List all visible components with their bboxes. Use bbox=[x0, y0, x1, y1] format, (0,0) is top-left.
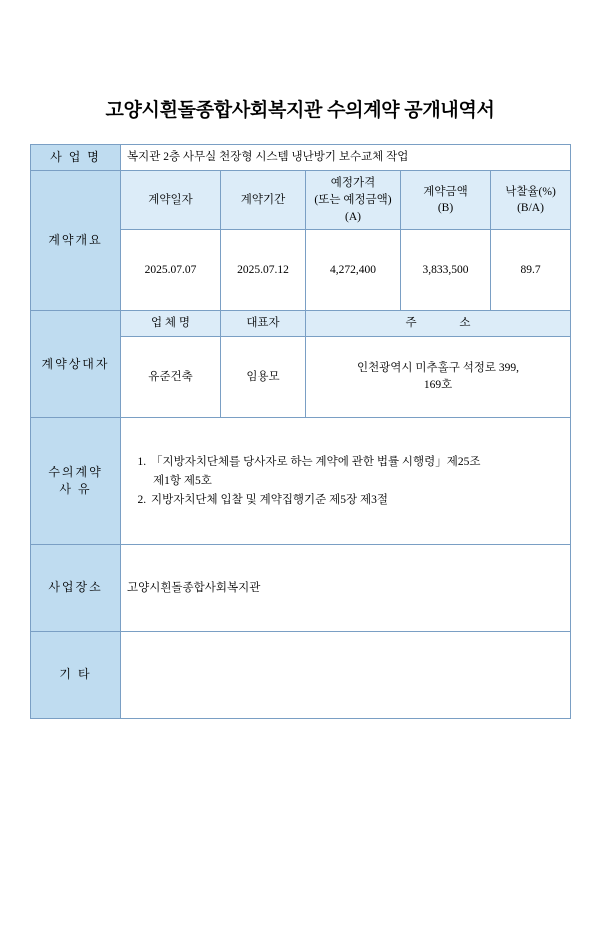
table-row-project-name bbox=[31, 145, 571, 171]
header-estimated-price-line1: 예정가격 bbox=[330, 177, 376, 190]
label-place: 사업장소 bbox=[31, 545, 121, 632]
value-contract-amount: 3,833,500 bbox=[401, 230, 491, 311]
reason-item-1-subtext: 제1항 제5호 bbox=[153, 474, 212, 487]
value-success-rate: 89.7 bbox=[491, 230, 571, 311]
reason-item-1-text: 「지방자치단체를 당사자로 하는 계약에 관한 법률 시행령」제25조 bbox=[151, 455, 481, 468]
header-contract-amount-line2: (B) bbox=[437, 202, 454, 215]
label-reason bbox=[31, 418, 121, 545]
reason-item-1 bbox=[149, 453, 564, 491]
label-reason-line1: 수의계약 bbox=[48, 464, 103, 479]
value-representative: 임용모 bbox=[221, 337, 306, 418]
header-company-name: 업 체 명 bbox=[121, 311, 221, 337]
table-row-etc bbox=[31, 632, 571, 719]
label-project-name: 사 업 명 bbox=[31, 145, 121, 171]
header-contract-date: 계약일자 bbox=[121, 171, 221, 230]
label-reason-line2: 사 유 bbox=[59, 482, 92, 497]
header-address: 주 소 bbox=[306, 311, 571, 337]
table-row-reason bbox=[31, 418, 571, 545]
value-contract-period: 2025.07.12 bbox=[221, 230, 306, 311]
table-row-place bbox=[31, 545, 571, 632]
reason-item-2-text: 지방자치단체 입찰 및 계약집행기준 제5장 제3절 bbox=[151, 493, 388, 506]
header-estimated-price-line2: (또는 예정금액) bbox=[314, 194, 392, 207]
header-contract-amount-line1: 계약금액 bbox=[423, 185, 468, 198]
header-contract-amount bbox=[401, 171, 491, 230]
label-etc: 기 타 bbox=[31, 632, 121, 719]
value-project-name: 복지관 2층 사무실 천장형 시스템 냉난방기 보수교체 작업 bbox=[121, 145, 571, 171]
reason-list bbox=[127, 453, 564, 510]
value-contract-date: 2025.07.07 bbox=[121, 230, 221, 311]
value-address-line2: 169호 bbox=[423, 379, 453, 392]
value-address bbox=[306, 337, 571, 418]
value-etc bbox=[121, 632, 571, 719]
document-page bbox=[0, 95, 600, 944]
page-title: 고양시흰돌종합사회복지관 수의계약 공개내역서 bbox=[105, 100, 495, 121]
table-row-contract-headers bbox=[31, 171, 571, 230]
value-address-line1: 인천광역시 미추홀구 석정로 399, bbox=[356, 362, 520, 375]
table-row-counterparty-headers bbox=[31, 311, 571, 337]
header-success-rate-line1: 낙찰율(%) bbox=[505, 185, 556, 198]
header-estimated-price-line3: (A) bbox=[345, 210, 361, 223]
contract-disclosure-table bbox=[30, 144, 571, 719]
header-estimated-price bbox=[306, 171, 401, 230]
reason-item-2 bbox=[149, 491, 564, 510]
label-contract-overview: 계약개요 bbox=[31, 171, 121, 311]
header-success-rate bbox=[491, 171, 571, 230]
header-representative: 대표자 bbox=[221, 311, 306, 337]
value-reason bbox=[121, 418, 571, 545]
value-company-name: 유준건축 bbox=[121, 337, 221, 418]
value-place: 고양시흰돌종합사회복지관 bbox=[121, 545, 571, 632]
value-estimated-price: 4,272,400 bbox=[306, 230, 401, 311]
header-success-rate-line2: (B/A) bbox=[517, 202, 544, 215]
label-counterparty: 계약상대자 bbox=[31, 311, 121, 418]
header-contract-period: 계약기간 bbox=[221, 171, 306, 230]
